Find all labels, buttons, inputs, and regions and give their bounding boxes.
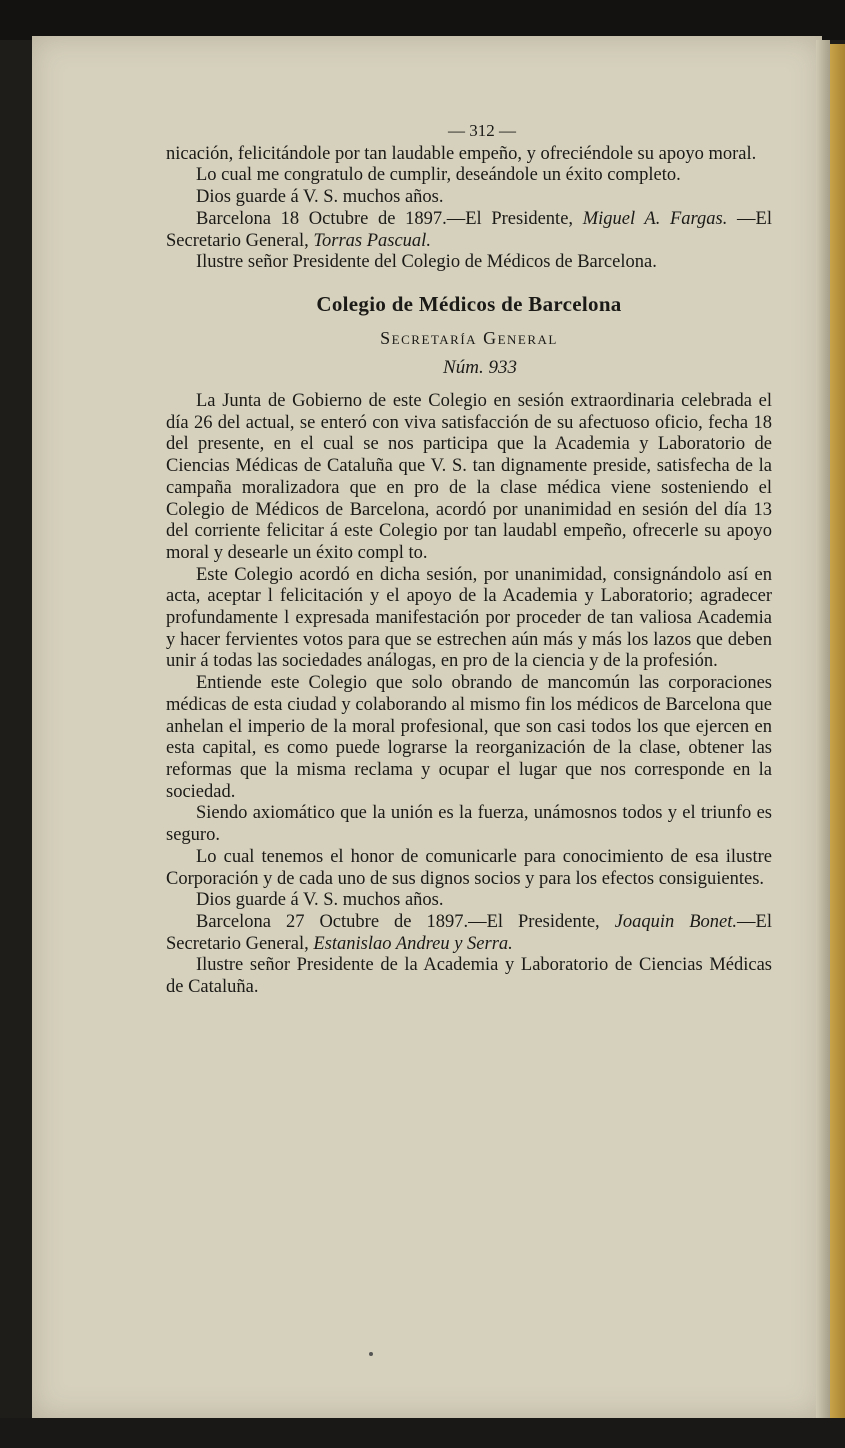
letter2-paragraph: Este Colegio acordó en dicha sesión, por unanimidad, consignándolo así en acta, aceptar l felicitación y el apoyo de la Academia y Laboratorio; agradecer profundamente l expresada manifestación por proceder de tan valiosa Academia y hacer fervientes votos para que se estrechen aún más y más los lazos que deben unir á todas las sociedades análogas, en pro de la ciencia y de la profesión. bbox=[166, 564, 772, 672]
letter2-paragraph: La Junta de Gobierno de este Colegio en sesión extraordinaria celebrada el día 26 del actual, se enteró con viva satisfacción de su afectuoso oficio, fecha 18 del presente, en el cual se nos participa que la Academia y Laboratorio de Ciencias Médicas de Cataluña que V. S. tan dignamente preside, satisfecha de la campaña moralizadora que en pro de la clase médica viene sosteniendo el Colegio de Médicos de Barcelona, acordó por unanimidad en sesión del día 13 del corriente felicitar á este Colegio por tan laudabl empeño, ofrecerle su apoyo moral y desearle un éxito compl to. bbox=[166, 391, 772, 563]
letter2-date: Barcelona 27 Octubre de 1897.—El Presidente, bbox=[196, 911, 600, 932]
letter1-continuation: nicación, felicitándole por tan laudable empeño, y ofreciéndole su apoyo moral. bbox=[166, 143, 757, 164]
next-page-edge bbox=[830, 44, 845, 1418]
page-text bbox=[166, 120, 772, 999]
scan-bottom-border bbox=[0, 1418, 845, 1448]
letter2-closing: Dios guarde á V. S. muchos años. bbox=[196, 890, 444, 911]
letter2-paragraph: Siendo axiomático que la unión es la fuerza, unámosnos todos y el triunfo es seguro. bbox=[166, 803, 772, 846]
letter2-signature bbox=[166, 912, 772, 955]
letter1-signature bbox=[166, 209, 772, 252]
page-edge bbox=[816, 40, 830, 1418]
letter2-president-name: Joaquin Bonet. bbox=[614, 911, 738, 932]
letter2-addressee: Ilustre señor Presidente de la Academia y Laboratorio de Ciencias Médicas de Cataluña. bbox=[166, 955, 772, 998]
letter1-paragraph: Lo cual me congratulo de cumplir, deseándole un éxito completo. bbox=[196, 165, 681, 186]
letter2-secretary-name: Estanislao Andreu y Serra. bbox=[313, 933, 513, 954]
letter2-paragraph: Entiende este Colegio que solo obrando de mancomún las corporaciones médicas de esta ciudad y colaborando al mismo fin los médicos de Barcelona que anhelan el imperio de la moral profesional, que son casi todos los que ejercen en esta capital, es como puede lograrse la reorganización de la clase, obtener las reformas que la misma reclama y ocupar el lugar que nos corresponde en la sociedad. bbox=[166, 673, 772, 802]
page-number: — 312 — bbox=[448, 121, 516, 140]
letter2-secretary-label: —El Secretario General, bbox=[166, 911, 772, 954]
letter1-date: Barcelona 18 Octubre de 1897.—El Presidente, bbox=[196, 208, 574, 229]
paper-speck bbox=[369, 1352, 373, 1356]
letter2-paragraph: Lo cual tenemos el honor de comunicarle para conocimiento de esa ilustre Corporación y de cada uno de sus dignos socios y para los efectos consiguientes. bbox=[166, 846, 772, 889]
letter1-closing: Dios guarde á V. S. muchos años. bbox=[196, 187, 444, 208]
document-number: Núm. 933 bbox=[443, 357, 517, 379]
section-subheading: Secretaría General bbox=[380, 327, 558, 348]
letter1-president-name: Miguel A. Fargas. bbox=[582, 208, 728, 229]
letter1-secretary-label: —El Secretario General, bbox=[166, 208, 772, 251]
letter1-addressee: Ilustre señor Presidente del Colegio de Médicos de Barcelona. bbox=[196, 252, 657, 273]
section-heading: Colegio de Médicos de Barcelona bbox=[316, 291, 622, 316]
letter1-secretary-name: Torras Pascual. bbox=[313, 230, 431, 251]
scan-top-border bbox=[0, 0, 845, 40]
